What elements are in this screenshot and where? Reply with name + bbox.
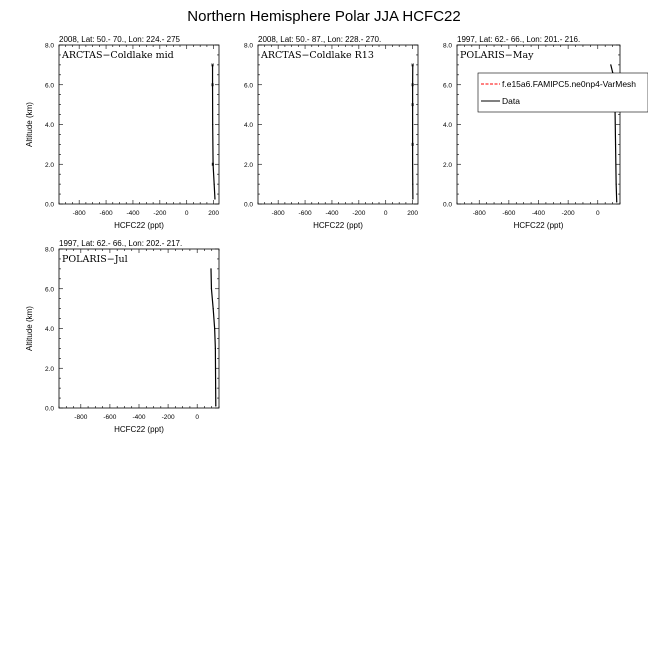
x-tick-label: -800 bbox=[472, 210, 486, 217]
y-tick-label: 4.0 bbox=[243, 122, 253, 129]
x-tick-label: -200 bbox=[153, 210, 167, 217]
x-tick-label: -600 bbox=[99, 210, 113, 217]
x-tick-label: -400 bbox=[126, 210, 140, 217]
y-tick-label: 6.0 bbox=[44, 286, 54, 294]
plot-frame bbox=[457, 45, 620, 204]
chart-panel-3 bbox=[443, 35, 648, 230]
data-point bbox=[616, 184, 617, 185]
data-point bbox=[210, 268, 211, 269]
x-tick-label: 200 bbox=[208, 210, 220, 217]
page-title: Northern Hemisphere Polar JJA HCFC22 bbox=[187, 8, 461, 25]
y-tick-label: 4.0 bbox=[44, 326, 54, 333]
plot-frame bbox=[59, 249, 219, 408]
data-point bbox=[215, 405, 216, 406]
y-tick-label: 0.0 bbox=[442, 201, 452, 209]
x-tick-label: 0 bbox=[383, 210, 388, 217]
y-tick-label: 2.0 bbox=[44, 161, 54, 169]
y-axis-label: Altitude (km) bbox=[25, 306, 34, 351]
data-point bbox=[215, 388, 216, 389]
x-tick-label: -800 bbox=[271, 210, 285, 217]
x-tick-label: 0 bbox=[195, 414, 199, 421]
y-tick-label: 8.0 bbox=[243, 42, 253, 50]
y-tick-label: 0.0 bbox=[44, 201, 54, 209]
x-tick-label: -400 bbox=[531, 210, 546, 217]
legend bbox=[478, 73, 648, 112]
y-axis-label: Altitude (km) bbox=[25, 102, 34, 147]
x-tick-label: -200 bbox=[561, 210, 575, 217]
y-tick-label: 8.0 bbox=[44, 42, 54, 50]
chart-panel-1 bbox=[25, 35, 219, 230]
x-tick-label: 0 bbox=[595, 210, 600, 217]
panel-label: POLARIS−May bbox=[460, 50, 534, 61]
x-tick-label: -600 bbox=[502, 210, 516, 217]
panel-label: ARCTAS−Coldlake mid bbox=[62, 50, 174, 61]
y-tick-label: 2.0 bbox=[442, 161, 452, 169]
x-tick-label: -200 bbox=[161, 414, 175, 421]
panel-header: 1997, Lat: 62.- 66., Lon: 201.- 216. bbox=[457, 35, 581, 44]
y-tick-label: 2.0 bbox=[243, 161, 253, 169]
x-tick-label: -600 bbox=[298, 210, 312, 217]
x-axis-label: HCFC22 (ppt) bbox=[114, 425, 164, 434]
data-point bbox=[412, 124, 413, 125]
panel-label: ARCTAS−Coldlake R13 bbox=[261, 50, 374, 61]
x-tick-label: -400 bbox=[132, 414, 146, 421]
panel-label: POLARIS−Jul bbox=[62, 254, 128, 265]
y-tick-label: 6.0 bbox=[442, 82, 452, 90]
x-tick-label: -800 bbox=[74, 414, 88, 421]
panel-header: 2008, Lat: 50.- 70., Lon: 224.- 275 bbox=[59, 35, 180, 44]
data-point bbox=[214, 184, 215, 185]
x-tick-label: 0 bbox=[184, 210, 189, 217]
panel-header: 2008, Lat: 50.- 87., Lon: 228.- 270. bbox=[258, 35, 382, 44]
y-tick-label: 0.0 bbox=[243, 201, 253, 209]
x-tick-label: -800 bbox=[72, 210, 86, 217]
x-axis-label: HCFC22 (ppt) bbox=[114, 221, 164, 230]
data-point bbox=[215, 348, 216, 349]
y-tick-label: 2.0 bbox=[44, 365, 54, 373]
data-point bbox=[214, 198, 215, 199]
data-point bbox=[616, 201, 617, 202]
x-tick-label: -400 bbox=[325, 210, 339, 217]
data-point bbox=[213, 308, 214, 309]
y-tick-label: 8.0 bbox=[44, 246, 54, 254]
legend-entry-label: Data bbox=[502, 96, 520, 106]
y-tick-label: 6.0 bbox=[44, 82, 54, 90]
y-tick-label: 8.0 bbox=[442, 42, 452, 50]
x-tick-label: 200 bbox=[407, 210, 419, 217]
data-point bbox=[610, 64, 611, 65]
chart-panel-4 bbox=[25, 239, 219, 434]
x-tick-label: -200 bbox=[352, 210, 366, 217]
data-point bbox=[615, 144, 616, 145]
data-point bbox=[212, 124, 213, 125]
y-tick-label: 4.0 bbox=[442, 122, 452, 129]
panel-header: 1997, Lat: 62.- 66., Lon: 202.- 217. bbox=[59, 239, 183, 248]
y-tick-label: 0.0 bbox=[44, 405, 54, 413]
data-point bbox=[214, 328, 215, 329]
x-axis-label: HCFC22 (ppt) bbox=[313, 221, 363, 230]
data-point bbox=[412, 198, 413, 199]
data-point bbox=[412, 184, 413, 185]
chart-panel-2 bbox=[244, 35, 418, 230]
plot-frame bbox=[59, 45, 219, 204]
data-point bbox=[211, 288, 212, 289]
data-series-line bbox=[211, 269, 216, 406]
x-tick-label: -600 bbox=[103, 414, 117, 421]
y-tick-label: 6.0 bbox=[243, 82, 253, 90]
legend-entry-label: f.e15a6.FAMIPC5.ne0np4-VarMesh bbox=[502, 79, 637, 89]
x-axis-label: HCFC22 (ppt) bbox=[513, 221, 564, 230]
plot-frame bbox=[258, 45, 418, 204]
y-tick-label: 4.0 bbox=[44, 122, 54, 129]
data-point bbox=[412, 164, 413, 165]
